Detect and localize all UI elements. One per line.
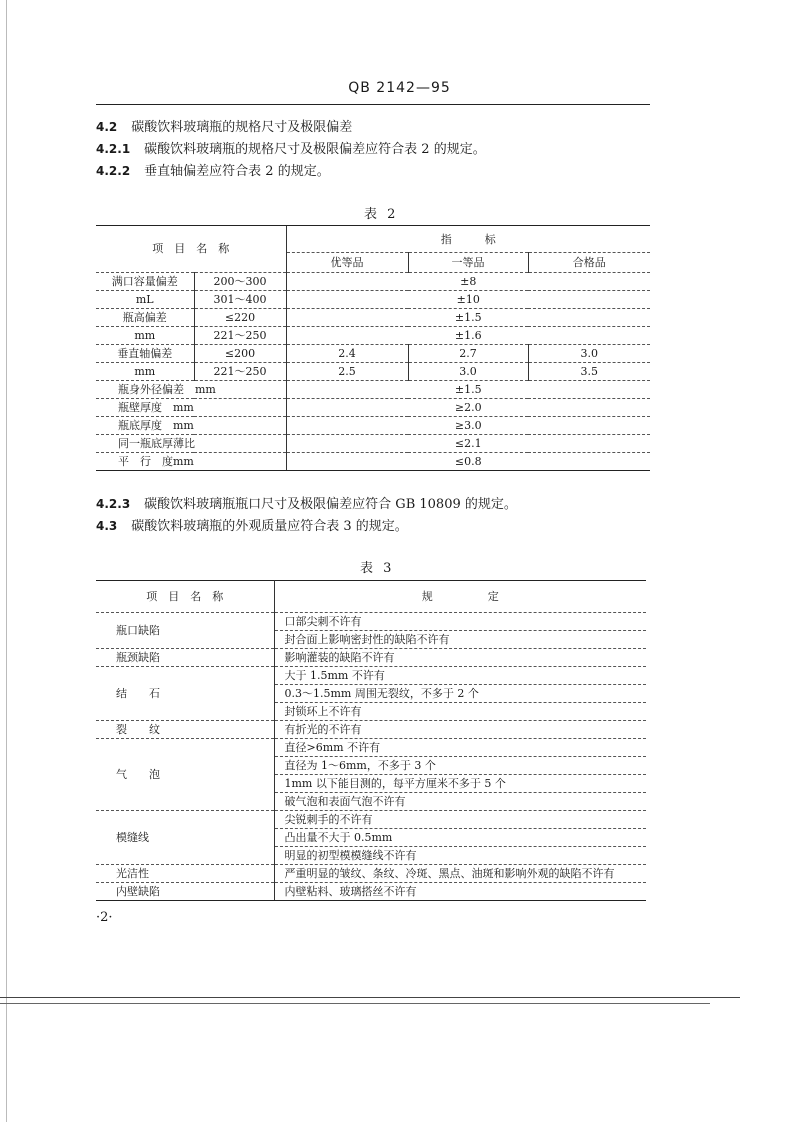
rule-text: 封合面上影响密封性的缺陷不许有 <box>274 631 646 649</box>
row-value-first: 3.0 <box>408 363 528 381</box>
section-4-2 <box>96 116 352 135</box>
rule-text: 口部尖刺不许有 <box>274 613 646 631</box>
row-range: 200～300 <box>194 273 286 291</box>
table3-head-item: 项 目 名 称 <box>96 581 274 613</box>
row-label: mm <box>96 363 194 381</box>
scan-left-edge <box>6 0 7 1122</box>
table-3 <box>96 580 646 901</box>
table-row <box>96 613 646 631</box>
rule-text: 0.3～1.5mm 周围无裂纹，不多于 2 个 <box>274 685 646 703</box>
table-row <box>96 453 650 471</box>
rule-text: 凸出量不大于 0.5mm <box>274 829 646 847</box>
table-row <box>96 435 650 453</box>
table-2 <box>96 225 650 471</box>
row-value-qualified: 3.0 <box>528 345 650 363</box>
rule-text: 严重明显的皱纹、条纹、冷斑、黑点、油斑和影响外观的缺陷不许有 <box>274 865 646 883</box>
row-label: 平 行 度mm <box>96 453 286 471</box>
row-value-first: 2.7 <box>408 345 528 363</box>
grade-first: 一等品 <box>408 253 528 273</box>
section-text: 碳酸饮料玻璃瓶的规格尺寸及极限偏差 <box>131 120 353 135</box>
table-row <box>96 291 650 309</box>
item-name: 光洁性 <box>96 865 274 883</box>
rule-text: 内壁粘料、玻璃搭丝不许有 <box>274 883 646 901</box>
section-text: 碳酸饮料玻璃瓶的外观质量应符合表 3 的规定。 <box>131 519 408 534</box>
row-value: ≤0.8 <box>286 453 650 471</box>
row-value-premium: 2.5 <box>286 363 408 381</box>
row-range: 221～250 <box>194 363 286 381</box>
standard-header: QB 2142—95 <box>348 80 451 96</box>
row-range: ≤220 <box>194 309 286 327</box>
table-row <box>96 883 646 901</box>
rule-text: 封锁环上不许有 <box>274 703 646 721</box>
row-label: 瓶底厚度 mm <box>96 417 286 435</box>
section-4-3 <box>96 515 408 534</box>
row-label: 瓶身外径偏差 mm <box>96 381 286 399</box>
row-label: 垂直轴偏差 <box>96 345 194 363</box>
rule-text: 影响灌装的缺陷不许有 <box>274 649 646 667</box>
table-row <box>96 811 646 829</box>
table-row <box>96 649 646 667</box>
rule-text: 1mm 以下能目测的，每平方厘米不多于 5 个 <box>274 775 646 793</box>
item-name: 结 石 <box>96 667 274 721</box>
row-range: ≤200 <box>194 345 286 363</box>
section-number: 4.3 <box>96 519 118 533</box>
row-label: mL <box>96 291 194 309</box>
row-range: 301～400 <box>194 291 286 309</box>
rule-text: 大于 1.5mm 不许有 <box>274 667 646 685</box>
scan-line <box>0 997 740 998</box>
table2-head-item: 项 目 名 称 <box>96 226 286 273</box>
item-name: 气 泡 <box>96 739 274 811</box>
row-label: 同一瓶底厚薄比 <box>96 435 286 453</box>
table2-head-index: 指 标 <box>286 226 650 253</box>
row-value: ±10 <box>286 291 650 309</box>
section-number: 4.2.3 <box>96 497 131 511</box>
row-label: mm <box>96 327 194 345</box>
table-row <box>96 417 650 435</box>
section-4-2-3 <box>96 493 517 512</box>
table-row <box>96 667 646 685</box>
row-label: 瓶高偏差 <box>96 309 194 327</box>
table3-caption: 表 3 <box>360 561 395 576</box>
row-value: ≤2.1 <box>286 435 650 453</box>
table2-caption: 表 2 <box>364 207 399 222</box>
table-row <box>96 865 646 883</box>
section-4-2-2 <box>96 160 330 179</box>
section-4-2-1 <box>96 138 486 157</box>
row-range: 221～250 <box>194 327 286 345</box>
table-row <box>96 381 650 399</box>
row-value: ±1.6 <box>286 327 650 345</box>
row-value: ≥3.0 <box>286 417 650 435</box>
item-name: 内壁缺陷 <box>96 883 274 901</box>
section-number: 4.2 <box>96 120 118 134</box>
section-text: 碳酸饮料玻璃瓶的规格尺寸及极限偏差应符合表 2 的规定。 <box>144 142 486 157</box>
row-label: 瓶壁厚度 mm <box>96 399 286 417</box>
section-number: 4.2.2 <box>96 164 131 178</box>
table-row <box>96 327 650 345</box>
row-value: ≥2.0 <box>286 399 650 417</box>
table-row <box>96 399 650 417</box>
header-rule <box>96 104 650 105</box>
rule-text: 明显的初型模模缝线不许有 <box>274 847 646 865</box>
scan-line <box>0 1003 710 1004</box>
rule-text: 尖锐刺手的不许有 <box>274 811 646 829</box>
table-row <box>96 721 646 739</box>
row-value: ±1.5 <box>286 309 650 327</box>
table-row <box>96 345 650 363</box>
table-row <box>96 739 646 757</box>
table-row <box>96 273 650 291</box>
grade-qualified: 合格品 <box>528 253 650 273</box>
section-text: 碳酸饮料玻璃瓶瓶口尺寸及极限偏差应符合 GB 10809 的规定。 <box>144 497 517 512</box>
grade-premium: 优等品 <box>286 253 408 273</box>
rule-text: 破气泡和表面气泡不许有 <box>274 793 646 811</box>
section-text: 垂直轴偏差应符合表 2 的规定。 <box>144 164 330 179</box>
rule-text: 直径>6mm 不许有 <box>274 739 646 757</box>
rule-text: 直径为 1～6mm，不多于 3 个 <box>274 757 646 775</box>
row-label: 满口容量偏差 <box>96 273 194 291</box>
row-value-qualified: 3.5 <box>528 363 650 381</box>
table-row <box>96 309 650 327</box>
page-number: ·2· <box>96 910 113 925</box>
row-value: ±8 <box>286 273 650 291</box>
item-name: 瓶口缺陷 <box>96 613 274 649</box>
item-name: 瓶颈缺陷 <box>96 649 274 667</box>
row-value-premium: 2.4 <box>286 345 408 363</box>
rule-text: 有折光的不许有 <box>274 721 646 739</box>
table3-head-rule: 规 定 <box>274 581 646 613</box>
table-row <box>96 363 650 381</box>
item-name: 裂 纹 <box>96 721 274 739</box>
row-value: ±1.5 <box>286 381 650 399</box>
section-number: 4.2.1 <box>96 142 131 156</box>
item-name: 模缝线 <box>96 811 274 865</box>
